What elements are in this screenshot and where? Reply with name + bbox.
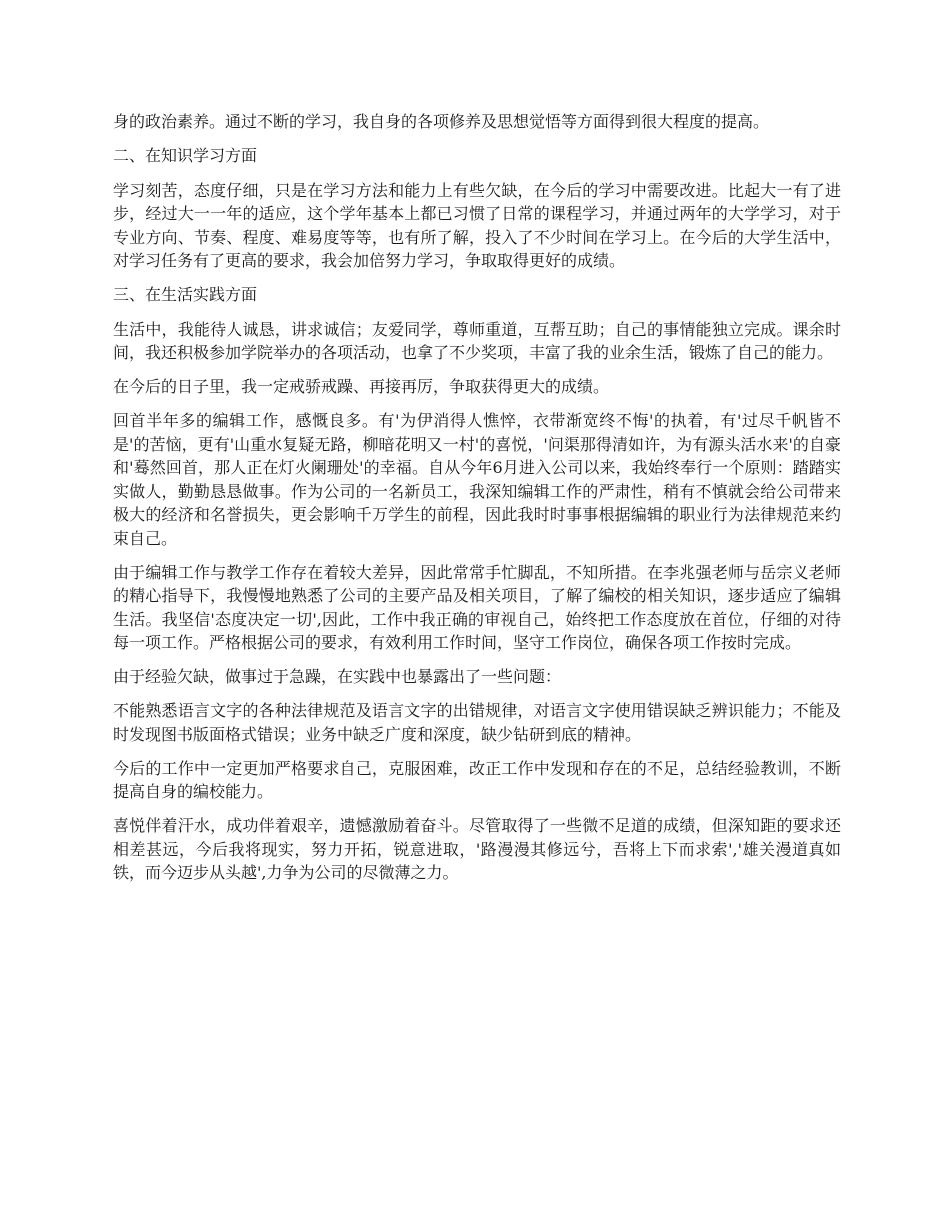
section-heading-life: 三、在生活实践方面 <box>113 285 258 304</box>
paragraph-editing-guidance: 由于编辑工作与教学工作存在着较大差异，因此常常手忙脚乱，不知所措。在李兆强老师与岳宗义老师的精心指导下，我慢慢地熟悉了公司的主要产品及相关项目，了解了编校的相关知识，逐步适应了编辑生活。我坚信'态度决定一切',因此，工作中我正确的审视自己，始终把工作态度放在首位，仔细的对待每一项工作。严格根据公司的要求，有效利用工作时间，坚守工作岗位，确保各项工作按时完成。 <box>113 562 841 652</box>
paragraph-study: 学习刻苦，态度仔细，只是在学习方法和能力上有些欠缺，在今后的学习中需要改进。比起大一有了进步，经过大一一年的适应，这个学年基本上都已习惯了日常的课程学习，并通过两年的大学学习，对于专业方向、节奏、程度、难易度等等，也有所了解，投入了不少时间在学习上。在今后的大学生活中，对学习任务有了更高的要求，我会加倍努力学习，争取取得更好的成绩。 <box>113 180 841 270</box>
paragraph-problems-intro: 由于经验欠缺，做事过于急躁，在实践中也暴露出了一些问题： <box>113 667 562 686</box>
paragraph-conclusion: 喜悦伴着汗水，成功伴着艰辛，遗憾激励着奋斗。尽管取得了一些微不足道的成绩，但深知距的要求还相差甚远，今后我将现实，努力开拓，锐意进取，'路漫漫其修远兮，吾将上下而求索','雄关漫道真如铁，而今迈步从头越',力争为公司的尽微薄之力。 <box>113 816 841 882</box>
section-heading-knowledge: 二、在知识学习方面 <box>113 146 258 165</box>
paragraph-life: 生活中，我能待人诚恳，讲求诚信；友爱同学，尊师重道，互帮互助；自己的事情能独立完成。课余时间，我还积极参加学院举办的各项活动，也拿了不少奖项，丰富了我的业余生活，锻炼了自己的能力。 <box>113 319 841 362</box>
paragraph-political-literacy: 身的政治素养。通过不断的学习，我自身的各项修养及思想觉悟等方面得到很大程度的提高。 <box>113 112 770 131</box>
paragraph-future: 在今后的日子里，我一定戒骄戒躁、再接再厉，争取获得更大的成绩。 <box>113 377 610 396</box>
document-page <box>113 110 841 895</box>
paragraph-improvement: 今后的工作中一定更加严格要求自己，克服困难，改正工作中发现和存在的不足，总结经验教训，不断提高自身的编校能力。 <box>113 758 841 801</box>
paragraph-editing-review: 回首半年多的编辑工作，感慨良多。有'为伊消得人憔悴，衣带渐宽终不悔'的执着，有'过尽千帆皆不是'的苦恼，更有'山重水复疑无路，柳暗花明又一村'的喜悦，'问渠那得清如许，为有源头活水来'的自豪和'蓦然回首，那人正在灯火阑珊处'的幸福。自从今年6月进入公司以来，我始终奉行一个原则：踏踏实实做人，勤勤恳恳做事。作为公司的一名新员工，我深知编辑工作的严肃性，稍有不慎就会给公司带来极大的经济和名誉损失，更会影响千万学生的前程，因此我时时事事根据编辑的职业行为法律规范来约束自己。 <box>113 411 841 548</box>
paragraph-problems: 不能熟悉语言文字的各种法律规范及语言文字的出错规律，对语言文字使用错误缺乏辨识能力；不能及时发现图书版面格式错误；业务中缺乏广度和深度，缺少钻研到底的精神。 <box>113 701 841 744</box>
